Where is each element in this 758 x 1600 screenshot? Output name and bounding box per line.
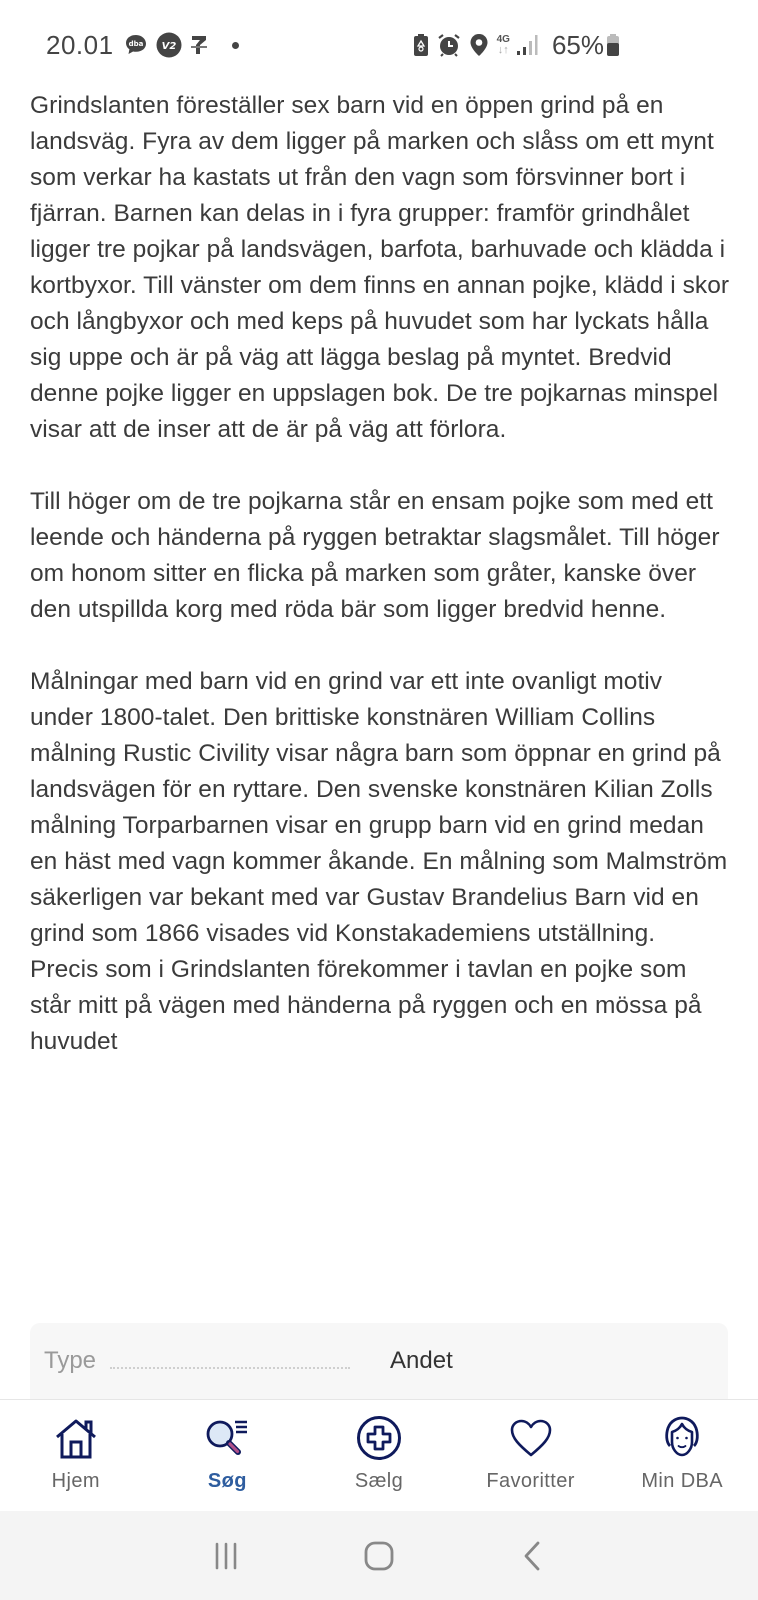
location-icon [469,33,489,57]
profile-icon [662,1414,702,1462]
bottom-navigation [0,1399,758,1511]
listing-description [30,88,730,1060]
signal-icon [516,34,538,56]
recent-apps-icon [211,1541,241,1571]
description-paragraph: Grindslanten föreställer sex barn vid en öppen grind på en landsväg. Fyra av dem ligger på marken och slåss om ett mynt som verkar ha kastats ut från den vagn som försvinner bort i fjärran. Barnen kan delas in i fyra grupper: framför grindhålet ligger tre pojkar på landsvägen, barfota, barhuvade och klädda i kortbyxor. Till vänster om dem finns en annan pojke, klädd i skor och långbyxor och med keps på huvudet som har lyckats hålla sig uppe och är på väg att lägga beslag på myntet. Bredvid denne pojke ligger en uppslagen bok. De tre pojkarnas minspel visar att de inser att de är på väg att förlora. [30,92,730,443]
nav-label: Sælg [354,1470,404,1492]
battery-icon [606,33,620,57]
recent-apps-button[interactable] [196,1531,256,1581]
status-right [413,30,628,61]
alarm-icon [437,33,461,57]
nav-label: Hjem [51,1470,100,1492]
status-bar [0,0,758,90]
add-circle-icon [356,1414,402,1462]
data-arrows-icon: ↓↑ [497,44,509,56]
battery-saver-icon [413,33,429,57]
system-navigation-bar [0,1511,758,1600]
network-type: 4G [496,34,510,45]
dotted-leader [110,1367,350,1369]
nav-label: Min DBA [641,1470,724,1492]
nav-item-saelg[interactable] [303,1400,455,1493]
attribute-label: Type [44,1347,97,1374]
more-notifications-dot [232,42,239,49]
description-paragraph: Målningar med barn vid en grind var ett inte ovanligt motiv under 1800-talet. Den brittiske konstnären William Collins målning Rustic Civility visar några barn som öppnar en grind på landsvägen för en ryttare. Den svenske konstnären Kilian Zolls målning Torparbarnen visar en grupp barn vid en grind medan en häst med vagn kommer åkande. En målning som Malmström säkerligen var bekant med var Gustav Brandelius Barn vid en grind som 1866 visades vid Konstakademiens utställning. Precis som i Grindslanten förekommer i tavlan en pojke som står mitt på vägen med händerna på ryggen och en mössa på huvudet [30,668,728,1055]
home-button[interactable] [349,1531,409,1581]
attribute-value: Andet [390,1347,453,1374]
nav-item-min-dba[interactable] [606,1400,758,1493]
dba-app-icon [124,33,148,57]
description-paragraph: Till höger om de tre pojkarna står en ensam pojke som med ett leende och händerna på ryggen betraktar slagsmålet. Till höger om honom sitter en flicka på marken som gråter, kanske över den utspillda korg med röda bär som ligger bredvid henne. [30,488,720,623]
status-time: 20.01 [46,29,114,60]
home-button-icon [363,1540,395,1572]
attribute-row-type [44,1343,714,1379]
nav-label: Favoritter [486,1470,575,1492]
svg-text:V2: V2 [161,41,176,52]
nav-label-active: Søg [207,1470,247,1492]
svg-text:dba: dba [128,40,143,48]
network-4g-icon [497,34,510,56]
nav-item-hjem[interactable] [0,1400,152,1493]
status-left [46,30,239,61]
battery-percent: 65% [551,29,604,60]
nav-item-soeg[interactable] [152,1400,304,1493]
seven-eleven-app-icon [190,33,208,57]
home-icon [53,1414,99,1462]
back-button[interactable] [502,1531,562,1581]
search-icon [203,1414,251,1462]
back-icon [520,1540,544,1572]
heart-icon [509,1414,553,1462]
tv2-app-icon [156,32,182,58]
nav-item-favoritter[interactable] [455,1400,607,1493]
